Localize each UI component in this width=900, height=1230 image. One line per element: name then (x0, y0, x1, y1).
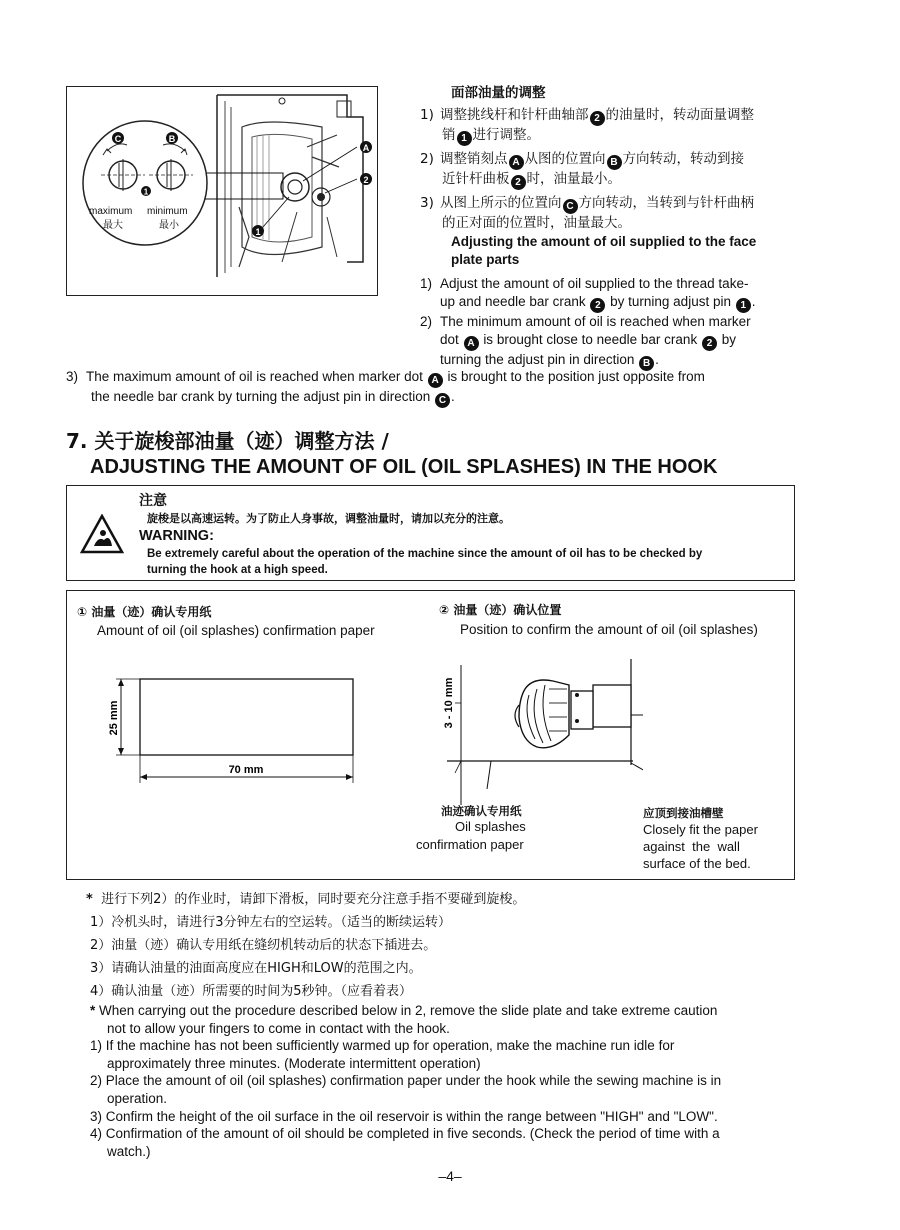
cn-notes (86, 888, 525, 1003)
section-title-cn: 7. 关于旋梭部油量（迹）调整方法 / (66, 429, 389, 453)
cn-note-intro: * 进行下列2）的作业时，请卸下滑板，同时要充分注意手指不要碰到旋梭。 (86, 892, 526, 907)
en-item-3: 3) The maximum amount of oil is reached when marker dot A is brought to the position just opposite from the needle bar crank by turning the adjust pin in direction C . (66, 369, 705, 406)
face-plate-illustration (67, 87, 377, 295)
dim-25mm-label: 25 mm (108, 700, 120, 736)
label-b-icon: B (168, 134, 176, 144)
warning-en-text: Be extremely careful about the operation of the machine since the amount of oil has to be checked by turning the hook at a high speed. (147, 548, 703, 576)
cn-note-4: 4）确认油量（迹）所需要的时间为5秒钟。（应看着表） (90, 984, 413, 999)
en-note-intro-cont: not to allow your fingers to come in contact with the hook. (107, 1020, 450, 1036)
page-number: –4– (438, 1168, 462, 1184)
en-instructions (420, 275, 815, 371)
paper-cn-label: 油迹确认专用纸 (441, 804, 522, 818)
label-2-icon: 2 (363, 175, 369, 185)
en-note-intro: * When carrying out the procedure described below in 2, remove the slide plate and take extreme caution (90, 1003, 718, 1018)
warning-triangle-icon (80, 514, 124, 554)
en-note-4: 4) Confirmation of the amount of oil should be completed in five seconds. (Check the period of time with a watch.) (90, 1126, 720, 1159)
paper-en-label-2: confirmation paper (416, 837, 524, 852)
warning-cn-text: 旋梭是以高速运转。为了防止人身事故，调整油量时，请加以充分的注意。 (147, 512, 510, 525)
cn-note-3: 3）请确认油量的油面高度应在HIGH和LOW的范围之内。 (90, 961, 422, 976)
en-note-3: 3) Confirm the height of the oil surface in the oil reservoir is within the range between "HIGH" and "LOW". (90, 1108, 718, 1124)
cn-instructions (420, 106, 810, 232)
wall-en-label: Closely fit the paper against the wall surface of the bed. (643, 822, 758, 871)
cn-item-3: 3) 从图上所示的位置向 C 方向转动，当转到与针杆曲柄 的正对面的位置时，油量最大。 (420, 195, 754, 231)
cn-item-1: 1) 调整挑线杆和针杆曲轴部 2 的油量时，转动面量调整 销 1 进行调整。 (420, 107, 754, 144)
en-notes (90, 1002, 810, 1160)
section-title-en: ADJUSTING THE AMOUNT OF OIL (OIL SPLASHES) IN THE HOOK (90, 456, 718, 478)
en-note-2: 2) Place the amount of oil (oil splashes) confirmation paper under the hook while the sewing machine is in operation. (90, 1073, 722, 1106)
en-item-2: 2) The minimum amount of oil is reached when marker dot A is brought close to needle bar crank 2 by turning the adjust pin in direction B . (420, 314, 751, 369)
label-1-icon: 1 (255, 227, 261, 237)
dim-3-10mm-label: 3 - 10 mm (443, 677, 455, 729)
warning-en-label: WARNING: (139, 528, 214, 544)
en-note-1: 1) If the machine has not been sufficiently warmed up for operation, make the machine run idle for approximately three minutes. (Moderate intermittent operation) (90, 1038, 675, 1071)
confirmation-paper-drawing (97, 671, 367, 791)
cn-note-2: 2）油量（迹）确认专用纸在缝纫机转动后的状态下插进去。 (90, 938, 437, 953)
warning-box (66, 485, 795, 581)
minimum-cn-label: 最小 (159, 220, 179, 231)
cn-note-1: 1）冷机头时，请进行3分钟左右的空运转。（适当的断续运转） (90, 915, 452, 930)
en-item-1: 1) Adjust the amount of oil supplied to the thread take- up and needle bar crank 2 by turning adjust pin 1 . (420, 276, 756, 311)
left-title-en: Amount of oil (oil splashes) confirmation paper (97, 623, 375, 638)
maximum-cn-label: 最大 (103, 220, 123, 231)
section-title (66, 428, 717, 480)
hook-position-drawing (433, 655, 643, 805)
wall-cn-label: 应顶到接油槽壁 (643, 806, 724, 820)
dim-70mm-label: 70 mm (228, 764, 264, 776)
inset-label-1-icon: 1 (143, 187, 149, 197)
face-plate-figure (66, 86, 378, 296)
right-title-cn: ② 油量（迹）确认位置 (439, 603, 562, 617)
oil-check-diagram-box (66, 590, 795, 880)
warning-cn-label: 注意 (139, 493, 167, 509)
right-title-en: Position to confirm the amount of oil (oil splashes) (460, 622, 758, 637)
label-a-icon: A (362, 143, 370, 153)
paper-en-label-1: Oil splashes (455, 819, 526, 834)
label-c-icon: C (114, 134, 122, 144)
maximum-label: maximum (89, 206, 133, 217)
left-title-cn: ① 油量（迹）确认专用纸 (77, 605, 212, 619)
cn-title: 面部油量的调整 (451, 85, 546, 101)
en-title: Adjusting the amount of oil supplied to the face plate parts (451, 234, 757, 267)
cn-item-2: 2) 调整销刻点 A 从图的位置向 B 方向转动，转动到接 近针杆曲板 2 时，油量最小。 (420, 151, 744, 188)
minimum-label: minimum (147, 206, 188, 217)
